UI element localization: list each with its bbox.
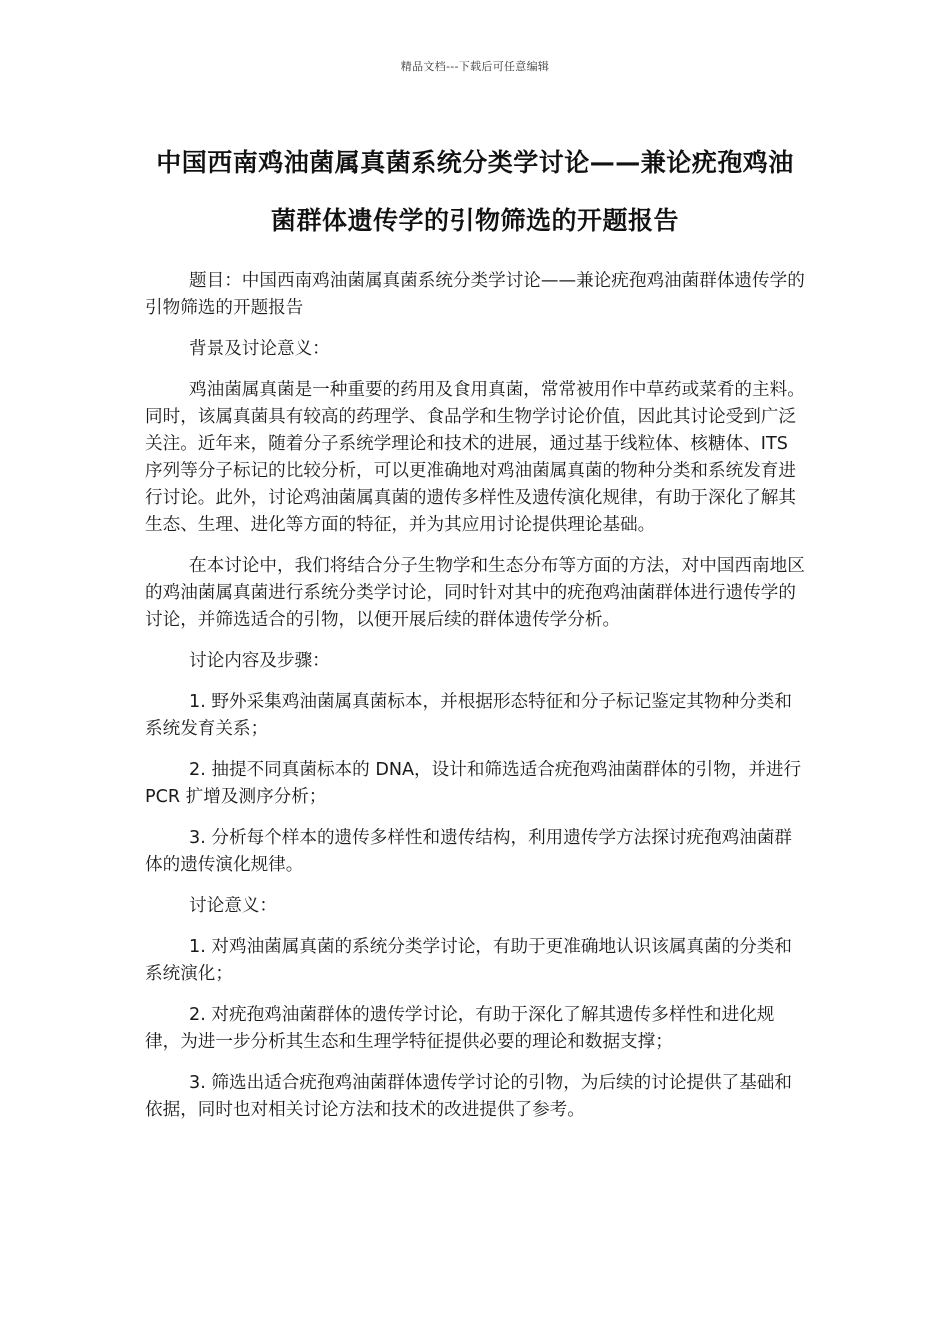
paragraph-background: 鸡油菌属真菌是一种重要的药用及食用真菌，常常被用作中草药或菜肴的主料。同时，该属真菌具有较高的药理学、食品学和生物学讨论价值，因此其讨论受到广泛关注。近年来，随着分子系统学理论和技术的进展，通过基于线粒体、核糖体、ITS 序列等分子标记的比较分析，可以更准确地对鸡油菌属真菌的物种分类和系统发育进行讨论。此外，讨论鸡油菌属真菌的遗传多样性及遗传演化规律，有助于深化了解其生态、生理、进化等方面的特征，并为其应用讨论提供理论基础。 [145, 380, 805, 535]
list-item-significance-1: 1. 对鸡油菌属真菌的系统分类学讨论，有助于更准确地认识该属真菌的分类和系统演化； [145, 937, 792, 984]
header-note: 精品文档---下载后可任意编辑 [400, 60, 550, 73]
paragraph-topic: 题目：中国西南鸡油菌属真菌系统分类学讨论——兼论疣孢鸡油菌群体遗传学的引物筛选的开题报告 [145, 271, 805, 318]
list-item-significance-3: 3. 筛选出适合疣孢鸡油菌群体遗传学讨论的引物，为后续的讨论提供了基础和依据，同时也对相关讨论方法和技术的改进提供了参考。 [145, 1073, 792, 1120]
list-item-step-3: 3. 分析每个样本的遗传多样性和遗传结构，利用遗传学方法探讨疣孢鸡油菌群体的遗传演化规律。 [145, 828, 792, 875]
paragraph-plan: 在本讨论中，我们将结合分子生物学和生态分布等方面的方法，对中国西南地区的鸡油菌属真菌进行系统分类学讨论，同时针对其中的疣孢鸡油菌群体进行遗传学的讨论，并筛选适合的引物，以便开展后续的群体遗传学分析。 [145, 556, 805, 630]
document-title: 中国西南鸡油菌属真菌系统分类学讨论——兼论疣孢鸡油菌群体遗传学的引物筛选的开题报告 [156, 148, 794, 235]
heading-significance: 讨论意义： [189, 896, 277, 916]
list-item-significance-2: 2. 对疣孢鸡油菌群体的遗传学讨论，有助于深化了解其遗传多样性和进化规律，为进一步分析其生态和生理学特征提供必要的理论和数据支撑； [145, 1005, 775, 1052]
list-item-step-2: 2. 抽提不同真菌标本的 DNA，设计和筛选适合疣孢鸡油菌群体的引物，并进行 PCR 扩增及测序分析； [145, 760, 802, 807]
list-item-step-1: 1. 野外采集鸡油菌属真菌标本，并根据形态特征和分子标记鉴定其物种分类和系统发育关系； [145, 692, 792, 739]
document-body [145, 268, 805, 1138]
heading-content-steps: 讨论内容及步骤： [189, 651, 330, 671]
heading-background: 背景及讨论意义： [189, 339, 330, 359]
